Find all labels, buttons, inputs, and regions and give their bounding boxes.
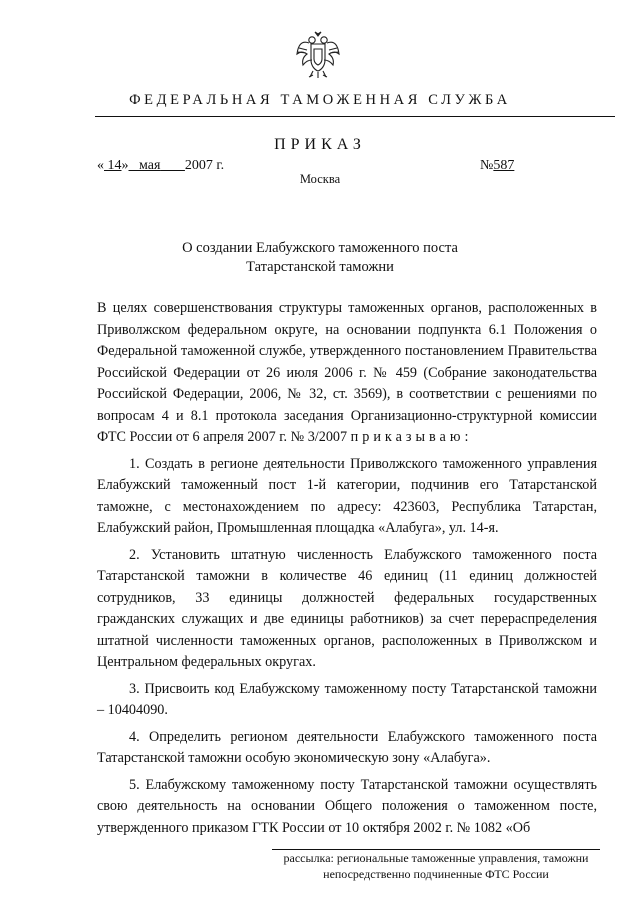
order-item-2: 2. Установить штатную численность Елабужского таможенного поста Татарстанской таможни в количестве 46 единиц (11 единиц должностей сотрудников, 33 единицы должностей федеральных государственных гражданских служащих и две единицы работников) за счет перераспределения штатной численности таможенных органов, расположенных в Приволжском и Центральном федеральных округах.: [97, 546, 597, 670]
order-item-5: 5. Елабужскому таможенному посту Татарстанской таможни осуществлять свою деятельность на основании Общего положения о таможенном посте, утвержденного приказом ГТК России от 10 октября 2002 г. № 1082 «Об: [97, 776, 597, 836]
city: Москва: [299, 172, 341, 186]
state-emblem-icon: [295, 30, 341, 80]
distribution-line-1: рассылка: региональные таможенные управления, таможни: [283, 851, 589, 865]
order-body: [97, 298, 597, 839]
order-word: приказываю:: [350, 429, 473, 445]
date-year: 2007 г.: [184, 158, 225, 173]
document-type-title: ПРИКАЗ: [274, 136, 366, 153]
date-quote-open: «: [97, 158, 104, 173]
date-quote-close: »: [121, 158, 129, 173]
order-item-3: 3. Присвоить код Елабужскому таможенному посту Татарстанской таможни – 10404090.: [97, 680, 597, 718]
distribution-list: [272, 850, 600, 882]
order-item-1: 1. Создать в регионе деятельности Приволжского таможенного управления Елабужский таможенный пост 1-й категории, подчинив его Татарстанской таможне, с местонахождением по адресу: 423603, Республика Татарстан, Елабужский район, Промышленная площадка «Алабуга», ул. 14-я.: [97, 455, 597, 536]
distribution-line-2: непосредственно подчиненные ФТС России: [323, 867, 549, 881]
agency-name: ФЕДЕРАЛЬНАЯ ТАМОЖЕННАЯ СЛУЖБА: [129, 92, 511, 108]
preamble-text: В целях совершенствования структуры таможенных органов, расположенных в Приволжском федеральном округе, на основании подпункта 6.1 Положения о Федеральной таможенной службе, утвержденного постановлением Правительства Российской Федерации от 26 июля 2006 г. № 459 (Собрание законодательства Российской Федерации, 2006, № 32, ст. 3569), в соответствии с решениями по вопросам 4 и 8.1 протокола заседания Организационно-структурной комиссии ФТС России от 6 апреля 2007 г. № 3/2007: [97, 300, 597, 445]
subject-line-1: О создании Елабужского таможенного поста: [182, 240, 458, 256]
order-item-4: 4. Определить регионом деятельности Елабужского таможенного поста Татарстанской таможни особую экономическую зону «Алабуга».: [97, 728, 597, 766]
preamble-paragraph: [97, 298, 597, 449]
order-number-prefix: №: [480, 158, 494, 173]
date-day: 14: [107, 158, 122, 173]
order-number-value: 587: [493, 158, 515, 173]
date-month: мая: [139, 158, 161, 173]
header-rule: [95, 116, 615, 117]
order-subject: [0, 239, 640, 277]
subject-line-2: Татарстанской таможни: [246, 259, 394, 275]
